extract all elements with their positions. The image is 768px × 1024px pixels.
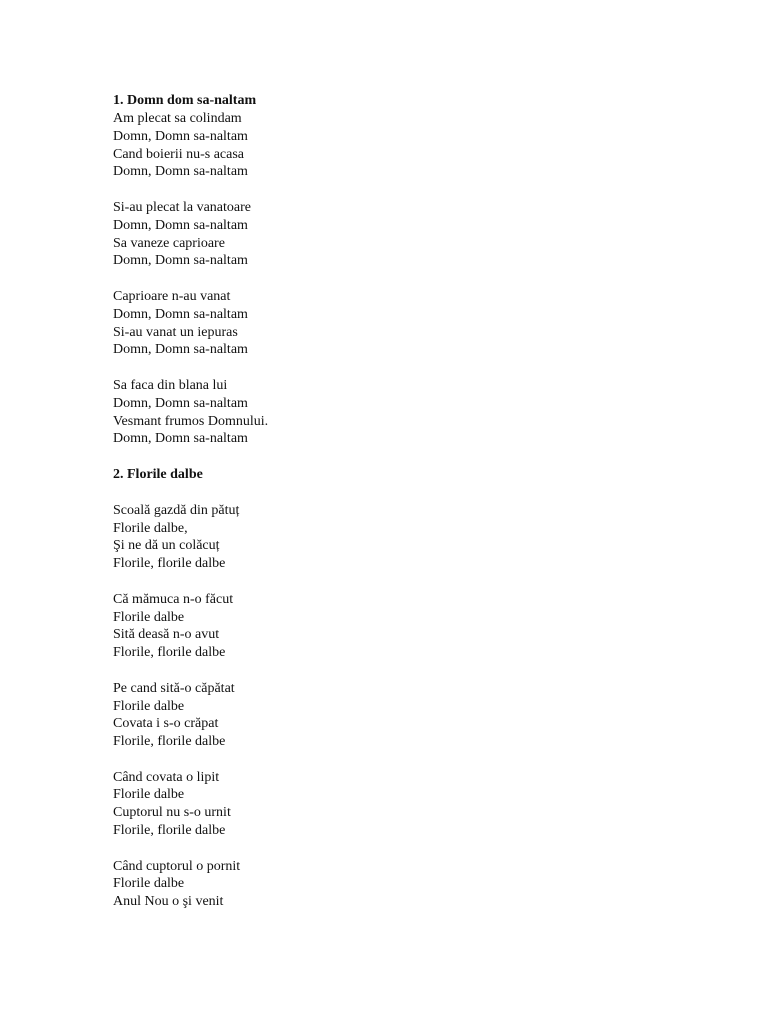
refrain-line: Domn, Domn sa-naltam [113,395,248,411]
verse-line: Când covata o lipit [113,769,220,785]
stanza-spacer [113,359,673,377]
verse-line: Si-au vanat un iepuras [113,324,238,340]
stanza [113,858,673,911]
refrain-line: Florile, florile dalbe [113,645,226,661]
title-spacer [113,484,673,502]
verse-line: Cuptorul nu s-o urnit [113,805,231,821]
stanza-spacer [113,751,673,769]
refrain-line: Florile dalbe, [113,520,188,536]
stanza-spacer [113,270,673,288]
document-page [113,92,673,911]
verse-line: Sa vaneze caprioare [113,235,225,251]
stanza-spacer [113,181,673,199]
verse-line: Sită deasă n-o avut [113,627,220,643]
verse-line: Când cuptorul o pornit [113,858,241,874]
refrain-line: Domn, Domn sa-naltam [113,431,248,447]
refrain-line: Florile dalbe [113,876,185,892]
verse-line: Am plecat sa colindam [113,111,242,126]
refrain-line: Florile dalbe [113,787,185,803]
verse-line: Că mămuca n-o făcut [113,591,234,607]
verse-line: Pe cand sită-o căpătat [113,680,235,696]
refrain-line: Domn, Domn sa-naltam [113,342,248,358]
verse-line: Scoală gazdă din pătuț [113,502,240,518]
stanza [113,199,673,270]
refrain-line: Domn, Domn sa-naltam [113,306,248,322]
stanza [113,591,673,662]
song-title: 1. Domn dom sa-naltam [113,93,257,108]
stanza [113,377,673,448]
verse-line: Caprioare n-au vanat [113,288,231,304]
refrain-line: Florile dalbe [113,609,185,625]
stanza [113,288,673,359]
verse-line: Cand boierii nu-s acasa [113,146,245,162]
refrain-line: Florile, florile dalbe [113,734,226,750]
stanza-spacer [113,840,673,858]
verse-line: Anul Nou o şi venit [113,894,224,910]
verse-line: Şi ne dă un colăcuț [113,538,220,554]
stanza-spacer [113,662,673,680]
refrain-line: Florile, florile dalbe [113,556,226,572]
refrain-line: Domn, Domn sa-naltam [113,217,248,233]
stanza [113,680,673,751]
verse-line: Vesmant frumos Domnului. [113,413,269,429]
verse-line: Sa faca din blana lui [113,377,228,393]
verse-line: Si-au plecat la vanatoare [113,199,251,215]
song-title: 2. Florile dalbe [113,466,203,482]
refrain-line: Domn, Domn sa-naltam [113,128,248,144]
stanza [113,769,673,840]
refrain-line: Florile, florile dalbe [113,823,226,839]
stanza [113,110,673,181]
refrain-line: Domn, Domn sa-naltam [113,253,248,269]
stanza-spacer [113,573,673,591]
refrain-line: Florile dalbe [113,698,185,714]
refrain-line: Domn, Domn sa-naltam [113,164,248,180]
stanza [113,502,673,573]
stanza-spacer [113,448,673,466]
verse-line: Covata i s-o crăpat [113,716,219,732]
